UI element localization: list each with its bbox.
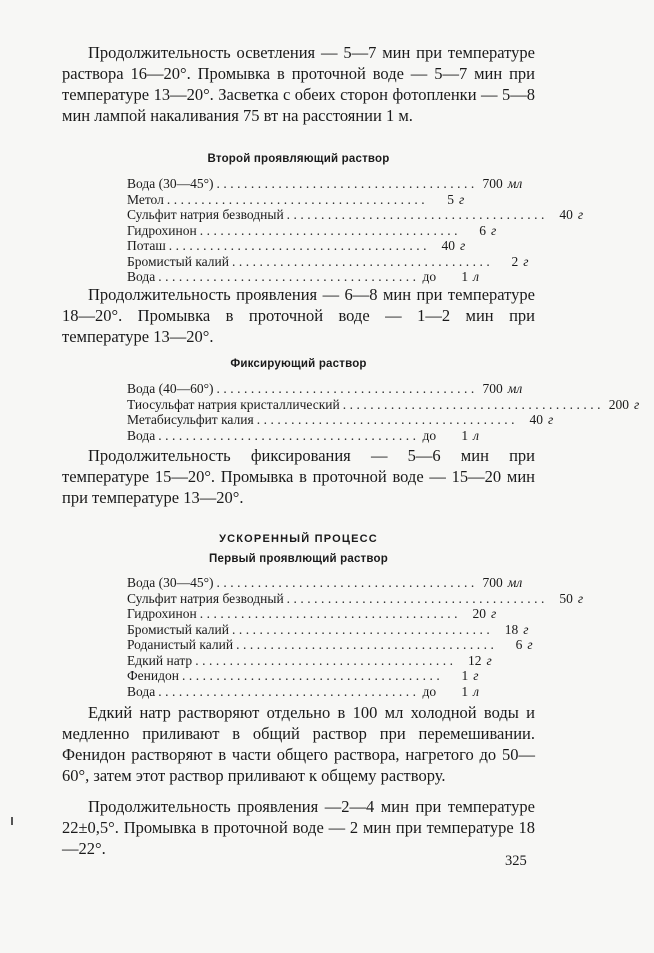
recipe-table-second-developer (127, 176, 584, 285)
ingredient-row (127, 637, 533, 653)
ingredient-unit: л (473, 427, 479, 443)
section-title-accelerated-process: УСКОРЕННЫЙ ПРОЦЕСС (219, 533, 378, 545)
ingredient-unit: л (473, 269, 479, 284)
recipe-title-second-developer: Второй проявляющий раствор (207, 153, 390, 165)
dot-leader: ...................................... (199, 606, 461, 621)
ingredient-amount: 1 (461, 683, 469, 699)
ingredient-name: Бромистый калий (127, 253, 229, 269)
ingredient-amount: 1 (461, 269, 469, 284)
dot-leader: ...................................... (256, 412, 518, 427)
ingredient-prefix: до (422, 269, 437, 284)
ingredient-amount: 2 (511, 253, 519, 269)
recipe-table-first-developer (127, 575, 584, 699)
ingredient-row (127, 428, 479, 444)
ingredient-unit: г (460, 238, 466, 253)
dot-leader: ...................................... (216, 176, 478, 191)
paragraph-bleaching: Продолжительность осветления — 5—7 мин при температуре раствора 16—20°. Промывка в проточной воде — 5—7 мин при температуре 13—20°. Засветка с обеих сторон фотопленки — 5—8 мин лампой накаливания 75 вт на расстоянии 1 м. (62, 43, 535, 125)
ingredient-row (127, 590, 584, 607)
ingredient-amount: 40 (529, 412, 543, 427)
ingredient-amount: 40 (441, 238, 456, 253)
dot-leader: ...................................... (286, 207, 548, 222)
ingredient-amount: 700 (482, 381, 503, 396)
dot-leader: ...................................... (286, 590, 548, 606)
dot-leader: ...................................... (199, 222, 461, 238)
recipe-title-fixer: Фиксирующий раствор (230, 358, 367, 370)
ingredient-name: Вода (40—60°) (127, 381, 214, 396)
ingredient-row (127, 652, 492, 669)
dot-leader: ...................................... (236, 637, 498, 652)
ingredient-name: Бромистый калий (127, 621, 229, 637)
dot-leader: ...................................... (181, 668, 444, 683)
ingredient-name: Едкий натр (127, 652, 193, 668)
page-number: 325 (505, 853, 527, 869)
ingredient-unit: г (577, 207, 584, 222)
ingredient-unit: г (523, 253, 529, 269)
dot-leader: ...................................... (158, 269, 420, 284)
ingredient-unit: г (523, 621, 529, 637)
ingredient-name: Фенидон (127, 668, 179, 683)
ingredient-row (127, 575, 523, 591)
ingredient-row (127, 269, 479, 285)
ingredient-amount: 6 (515, 637, 523, 652)
ingredient-row (127, 381, 523, 397)
ingredient-amount: 18 (504, 621, 519, 637)
recipe-table-fixer (127, 381, 640, 443)
ingredient-amount: 1 (461, 668, 469, 683)
ingredient-row (127, 176, 523, 192)
ingredient-prefix: до (422, 683, 437, 699)
ingredient-name: Сульфит натрия безводный (127, 207, 284, 222)
ingredient-unit: мл (507, 575, 523, 590)
ingredient-name: Тиосульфат натрия кристаллический (127, 396, 340, 412)
dot-leader: ...................................... (231, 253, 494, 269)
ingredient-row (127, 412, 554, 428)
dot-leader: ...................................... (168, 238, 431, 253)
dot-leader: ...................................... (158, 683, 420, 699)
ingredient-name: Поташ (127, 238, 166, 253)
dot-leader: ...................................... (166, 191, 429, 207)
ingredient-name: Гидрохинон (127, 606, 197, 621)
ingredient-amount: 40 (559, 207, 573, 222)
ingredient-name: Вода (127, 427, 156, 443)
ingredient-row (127, 192, 479, 208)
dot-leader: ...................................... (342, 396, 605, 412)
ingredient-row (127, 396, 640, 413)
ingredient-row (127, 668, 479, 684)
paragraph-accelerated-time: Продолжительность проявления —2—4 мин при температуре 22±0,5°. Промывка в проточной воде — 2 мин при температуре 18—22°. (62, 797, 535, 858)
ingredient-row (127, 207, 584, 223)
ingredient-name: Гидрохинон (127, 222, 197, 238)
ingredient-amount: 1 (461, 427, 469, 443)
ingredient-name: Сульфит натрия безводный (127, 590, 284, 606)
ingredient-unit: г (527, 637, 533, 652)
ingredient-amount: 5 (447, 191, 454, 207)
ingredient-name: Роданистый калий (127, 637, 234, 652)
paragraph-development-time: Продолжительность проявления — 6—8 мин при температуре 18—20°. Промывка в проточной воде — 1—2 мин при температуре 13—20°. (62, 285, 535, 346)
margin-mark (11, 817, 13, 825)
dot-leader: ...................................... (216, 575, 478, 590)
ingredient-name: Вода (127, 683, 156, 699)
dot-leader: ...................................... (216, 381, 478, 396)
ingredient-amount: 20 (472, 606, 486, 621)
ingredient-amount: 50 (559, 590, 573, 606)
ingredient-row (127, 238, 479, 254)
dot-leader: ...................................... (231, 621, 494, 637)
ingredient-name: Вода (30—45°) (127, 176, 214, 191)
paragraph-fixing-time: Продолжительность фиксирования — 5—6 мин при температуре 15—20°. Промывка в проточной воде — 15—20 мин при температуре 13—20°. (62, 446, 535, 507)
ingredient-prefix: до (422, 427, 437, 443)
ingredient-amount: 12 (467, 652, 482, 668)
ingredient-unit: мл (507, 381, 523, 396)
dot-leader: ...................................... (158, 427, 420, 443)
ingredient-row (127, 222, 497, 239)
ingredient-unit: г (486, 652, 492, 668)
ingredient-unit: г (547, 412, 554, 427)
ingredient-unit: г (490, 222, 497, 238)
ingredient-unit: г (473, 668, 479, 683)
ingredient-unit: г (459, 191, 465, 207)
ingredient-row (127, 606, 497, 622)
recipe-title-first-developer: Первый проявлющий раствор (209, 553, 388, 565)
dot-leader: ...................................... (195, 652, 457, 668)
paragraph-mixing-instructions: Едкий натр растворяют отдельно в 100 мл холодной воды и медленно приливают в общий раствор при перемешивании. Фенидон растворяют в части общего раствора, нагретого до 50—60°, затем этот раствор приливают к общему раствору. (62, 703, 535, 785)
ingredient-name: Метабисульфит калия (127, 412, 254, 427)
ingredient-amount: 700 (482, 176, 503, 191)
ingredient-name: Вода (127, 269, 156, 284)
ingredient-name: Метол (127, 191, 164, 207)
ingredient-row (127, 684, 479, 700)
ingredient-unit: г (577, 590, 584, 606)
ingredient-unit: г (490, 606, 497, 621)
ingredient-unit: мл (507, 176, 523, 191)
ingredient-amount: 6 (479, 222, 486, 238)
ingredient-unit: л (473, 683, 479, 699)
ingredient-amount: 700 (482, 575, 503, 590)
ingredient-unit: г (634, 396, 640, 412)
ingredient-row (127, 621, 529, 638)
ingredient-name: Вода (30—45°) (127, 575, 214, 590)
ingredient-row (127, 253, 529, 270)
ingredient-amount: 200 (608, 396, 630, 412)
